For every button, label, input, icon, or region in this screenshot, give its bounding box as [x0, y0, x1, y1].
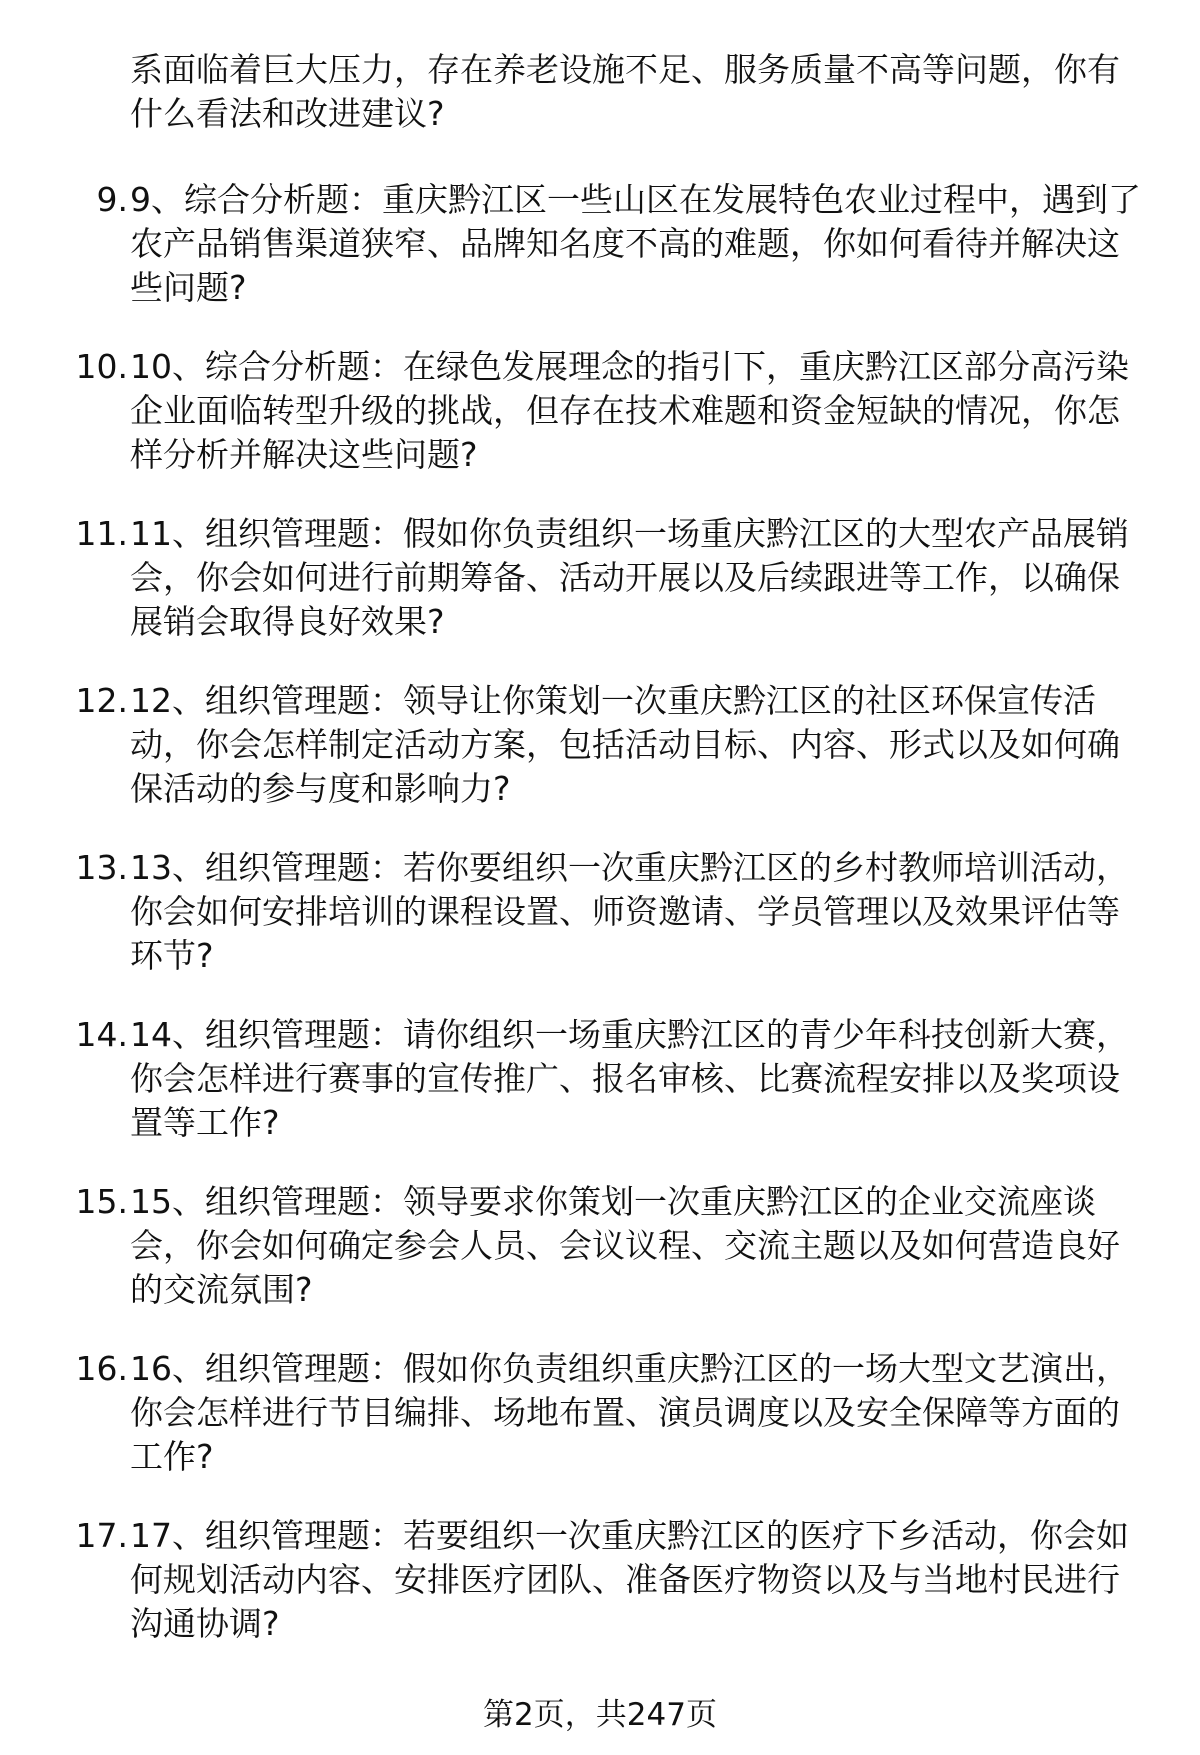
question-number: 17.	[75, 1516, 128, 1555]
list-item	[0, 1514, 1200, 1646]
question-text: 17、组织管理题：若要组织一次重庆黔江区的医疗下乡活动，你会如何规划活动内容、安排医疗团队、准备医疗物资以及与当地村民进行沟通协调?	[130, 1516, 1129, 1643]
list-item	[0, 512, 1200, 644]
question-text: 15、组织管理题：领导要求你策划一次重庆黔江区的企业交流座谈会，你会如何确定参会人员、会议议程、交流主题以及如何营造良好的交流氛围?	[130, 1182, 1120, 1309]
question-number: 10.	[75, 347, 128, 386]
question-text: 16、组织管理题：假如你负责组织重庆黔江区的一场大型文艺演出，你会怎样进行节目编排、场地布置、演员调度以及安全保障等方面的工作?	[130, 1349, 1129, 1476]
question-number: 9.	[96, 180, 128, 219]
question-number: 13.	[75, 848, 128, 887]
question-number: 12.	[75, 681, 128, 720]
question-text: 13、组织管理题：若你要组织一次重庆黔江区的乡村教师培训活动，你会如何安排培训的课程设置、师资邀请、学员管理以及效果评估等环节?	[130, 848, 1129, 975]
list-item	[0, 178, 1200, 310]
list-item	[0, 846, 1200, 978]
question-text: 14、组织管理题：请你组织一场重庆黔江区的青少年科技创新大赛，你会怎样进行赛事的宣传推广、报名审核、比赛流程安排以及奖项设置等工作?	[130, 1015, 1129, 1142]
question-text: 12、组织管理题：领导让你策划一次重庆黔江区的社区环保宣传活动，你会怎样制定活动方案，包括活动目标、内容、形式以及如何确保活动的参与度和影响力?	[130, 681, 1120, 808]
question-number: 16.	[75, 1349, 128, 1388]
question-text: 9、综合分析题：重庆黔江区一些山区在发展特色农业过程中，遇到了农产品销售渠道狭窄、品牌知名度不高的难题，你如何看待并解决这些问题?	[130, 180, 1141, 307]
question-number: 15.	[75, 1182, 128, 1221]
list-item	[0, 1013, 1200, 1145]
list-item	[0, 1347, 1200, 1479]
question-number: 14.	[75, 1015, 128, 1054]
question-list	[0, 178, 1200, 1681]
question-number: 11.	[75, 514, 128, 553]
page-footer: 第2页，共247页	[483, 1697, 717, 1733]
question-text: 10、综合分析题：在绿色发展理念的指引下，重庆黔江区部分高污染企业面临转型升级的挑战，但存在技术难题和资金短缺的情况，你怎样分析并解决这些问题?	[130, 347, 1129, 474]
continuation-paragraph: 系面临着巨大压力，存在养老设施不足、服务质量不高等问题，你有什么看法和改进建议?	[130, 50, 1120, 133]
list-item	[0, 1180, 1200, 1312]
list-item	[0, 679, 1200, 811]
list-item	[0, 345, 1200, 477]
question-text: 11、组织管理题：假如你负责组织一场重庆黔江区的大型农产品展销会，你会如何进行前期筹备、活动开展以及后续跟进等工作，以确保展销会取得良好效果?	[130, 514, 1129, 641]
